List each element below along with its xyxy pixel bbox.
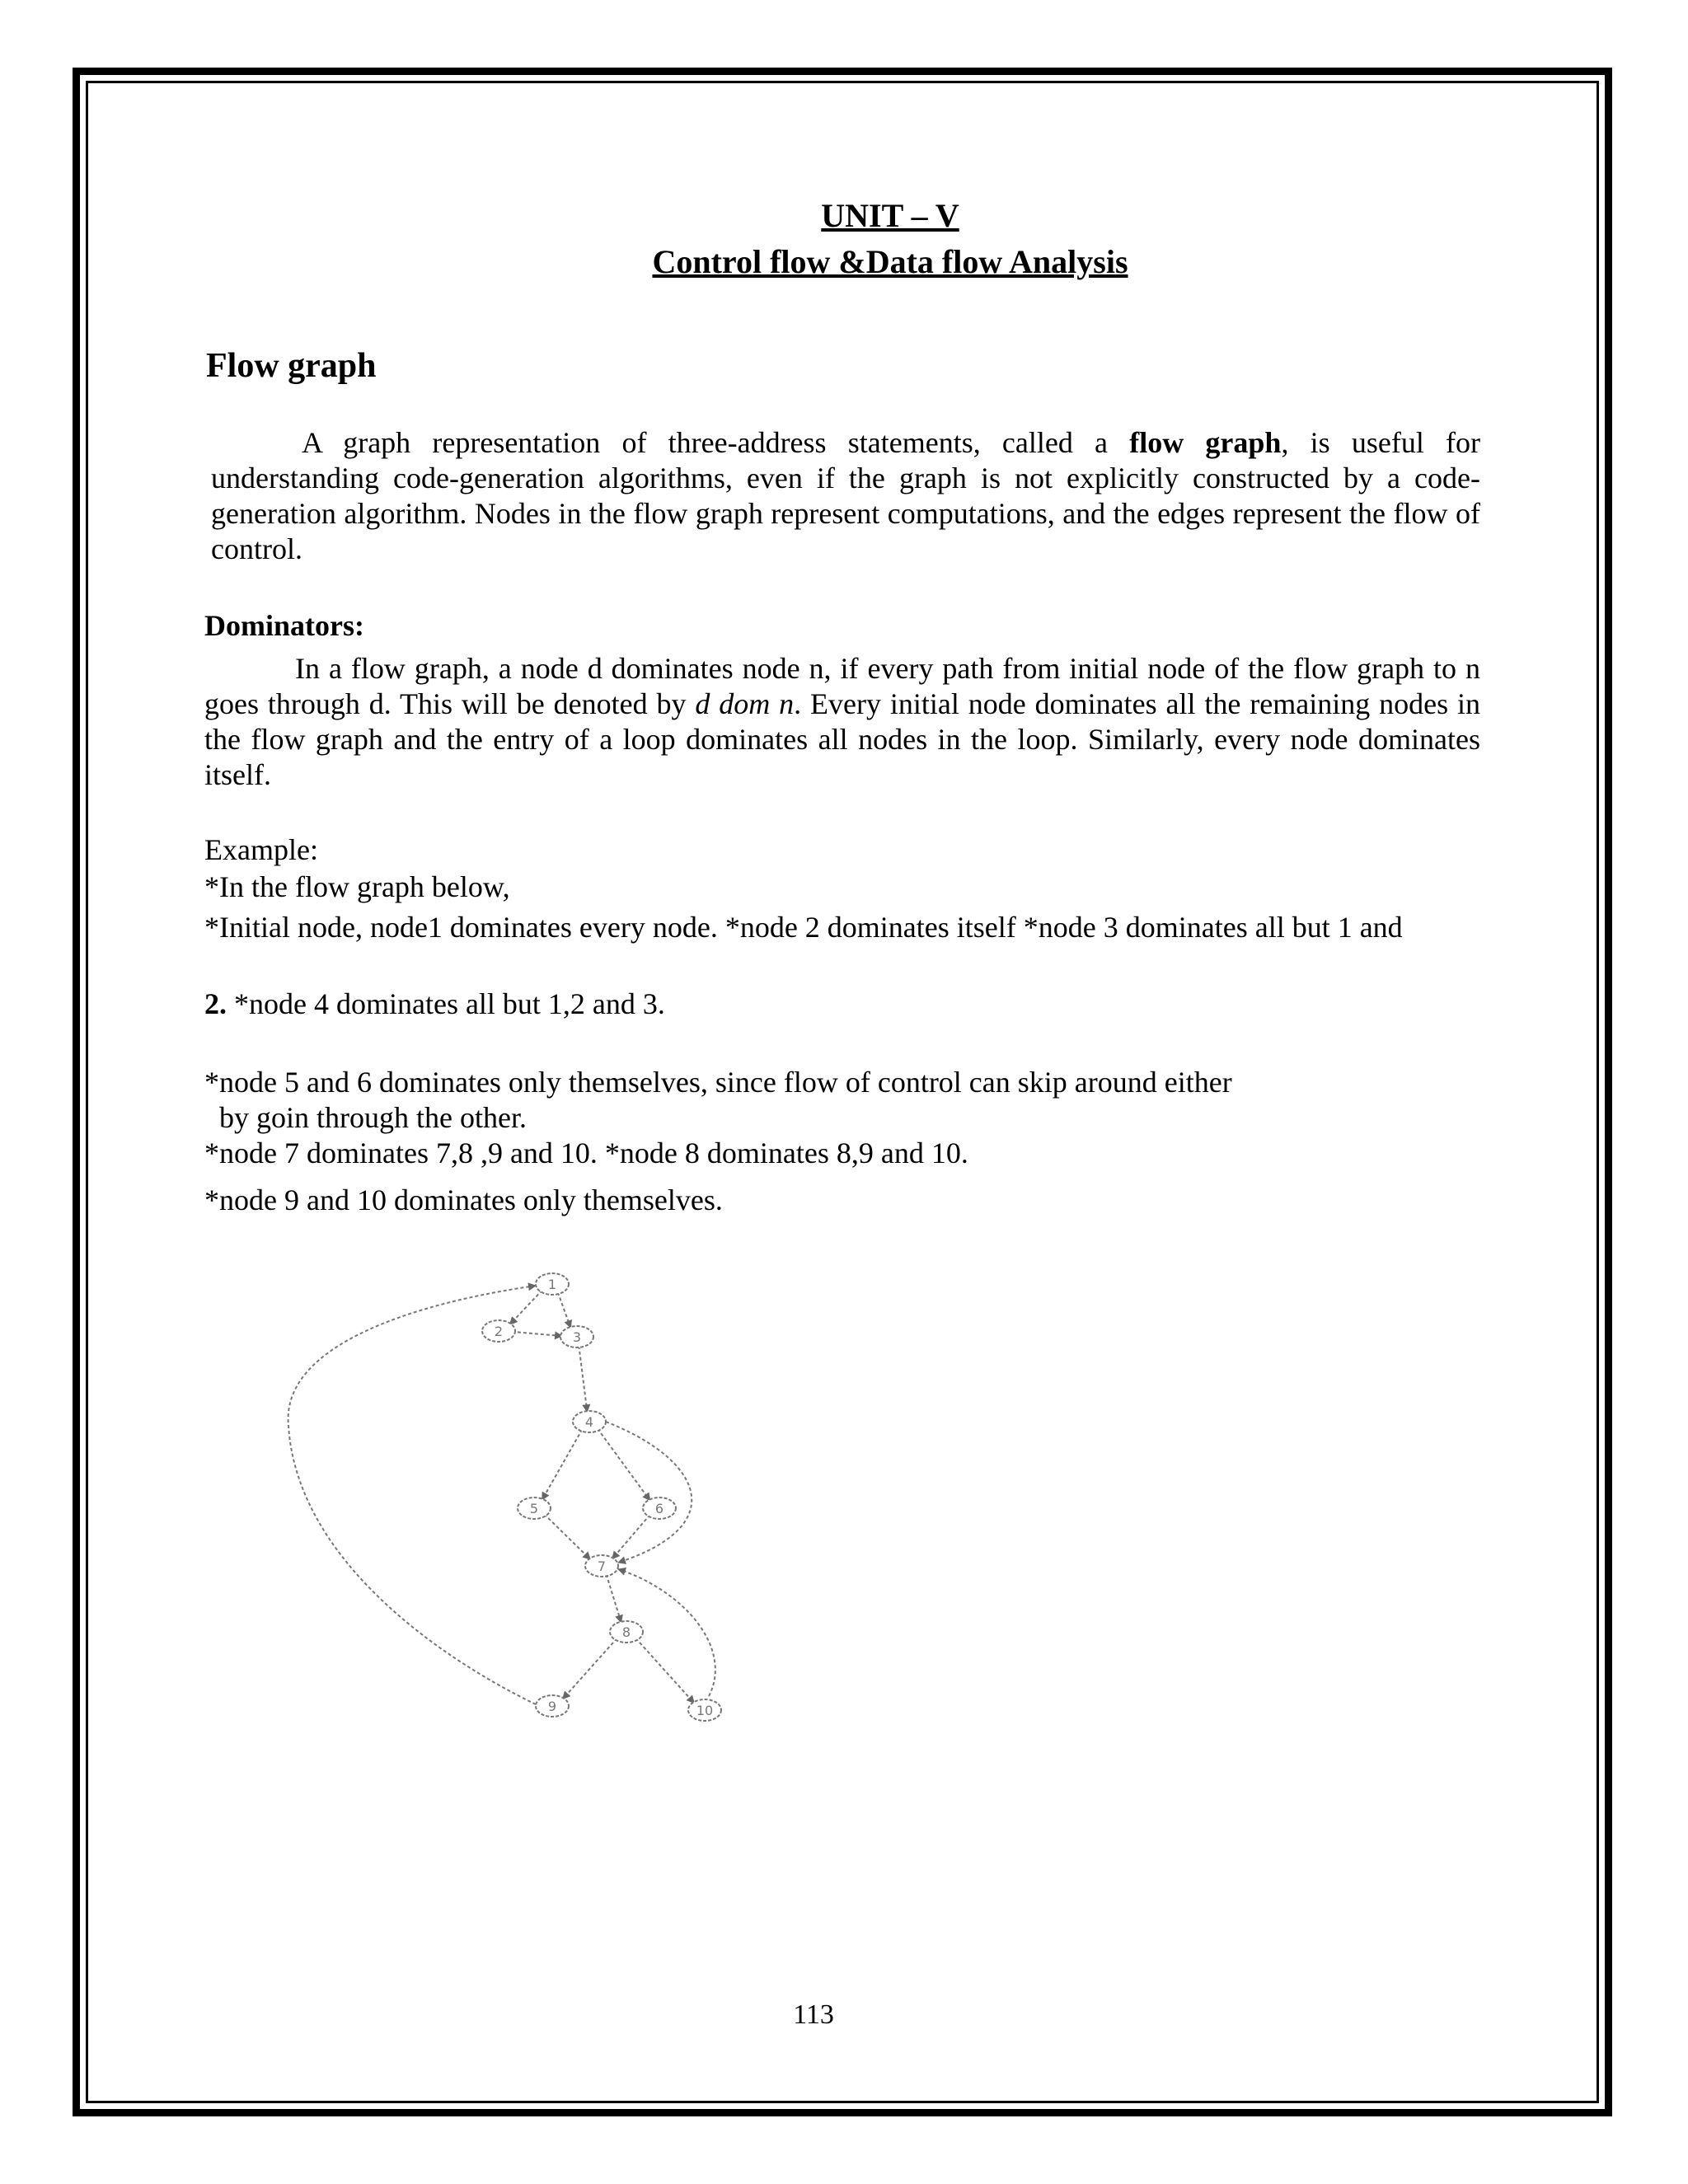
graph-node-label: 10 xyxy=(696,1703,714,1718)
edge-5-7 xyxy=(544,1514,590,1559)
unit-subtitle: Control flow &Data flow Analysis xyxy=(652,243,1128,280)
graph-node-8 xyxy=(610,1621,643,1643)
dominators-paragraph xyxy=(204,651,1480,793)
flow-graph-term: flow graph xyxy=(1129,426,1282,459)
flow-graph-text-1: A graph representation of three-address statements, called a xyxy=(302,426,1130,459)
flow-graph-paragraph xyxy=(211,425,1480,567)
flow-graph-diagram xyxy=(272,1261,767,1739)
edge-7-8 xyxy=(607,1574,621,1622)
dominators-heading: Dominators: xyxy=(204,609,364,642)
graph-node-4 xyxy=(573,1411,606,1432)
graph-node-6 xyxy=(643,1497,676,1519)
graph-node-label: 3 xyxy=(572,1329,582,1345)
flow-graph-heading: Flow graph xyxy=(206,347,377,385)
example-line-7: *node 9 and 10 dominates only themselves. xyxy=(204,1183,723,1216)
edge-4-7 xyxy=(606,1422,692,1563)
edge-9-1 xyxy=(288,1286,539,1704)
example-line-6: *node 7 dominates 7,8 ,9 and 10. *node 8 dominates 8,9 and 10. xyxy=(204,1137,968,1169)
example-line-5: by goin through the other. xyxy=(219,1101,527,1134)
example-line-1: *In the flow graph below, xyxy=(204,870,510,903)
graph-node-label: 7 xyxy=(597,1558,607,1574)
graph-node-label: 4 xyxy=(584,1414,594,1430)
flow-graph-text-2: , is useful for understanding code-generation algorithms, even if the graph is not explicitly constructed by a code- generation algorithm. Nodes in the flow graph represent computations, and the edges represent the flow of control. xyxy=(211,426,1481,565)
graph-node-7 xyxy=(585,1555,618,1577)
dominators-text-1: In a flow graph, a node d dominates node n, if every path from initial node of the flow graph to n goes through d. This will be denoted by xyxy=(204,652,1480,720)
graph-node-label: 9 xyxy=(547,1699,557,1714)
example-line-3-bold: 2. xyxy=(204,987,227,1020)
graph-node-label: 2 xyxy=(494,1324,504,1339)
graph-node-label: 8 xyxy=(621,1624,631,1640)
edge-4-5 xyxy=(542,1429,583,1500)
graph-node-2 xyxy=(482,1320,515,1342)
example-line-3 xyxy=(204,987,665,1021)
dominators-notation: d dom n xyxy=(695,687,795,720)
page-number: 113 xyxy=(793,1999,834,2030)
edge-8-9 xyxy=(563,1638,617,1699)
graph-node-5 xyxy=(518,1497,551,1519)
graph-node-label: 5 xyxy=(529,1501,539,1516)
graph-node-9 xyxy=(536,1695,569,1717)
graph-node-label: 1 xyxy=(547,1277,557,1292)
edge-3-4 xyxy=(579,1346,587,1412)
edge-2-3 xyxy=(512,1332,562,1336)
edge-1-3 xyxy=(558,1292,571,1328)
edge-8-10 xyxy=(635,1638,694,1704)
edge-1-2 xyxy=(510,1290,542,1324)
example-line-4: *node 5 and 6 dominates only themselves, since flow of control can skip around either xyxy=(204,1066,1232,1099)
graph-node-1 xyxy=(536,1273,569,1295)
dominators-text-2: . Every initial node dominates all the remaining nodes in the flow graph and the entry of a loop dominates all nodes in the loop. Similarly, every node dominates itself. xyxy=(204,687,1480,791)
graph-node-3 xyxy=(560,1326,593,1347)
graph-node-10 xyxy=(688,1699,721,1721)
example-line-3-text: *node 4 dominates all but 1,2 and 3. xyxy=(227,987,665,1020)
example-label: Example: xyxy=(204,833,318,866)
unit-title: UNIT – V xyxy=(821,197,959,234)
graph-node-label: 6 xyxy=(654,1501,664,1516)
example-line-2: *Initial node, node1 dominates every node. *node 2 dominates itself *node 3 dominates all but 1 and xyxy=(204,911,1403,944)
